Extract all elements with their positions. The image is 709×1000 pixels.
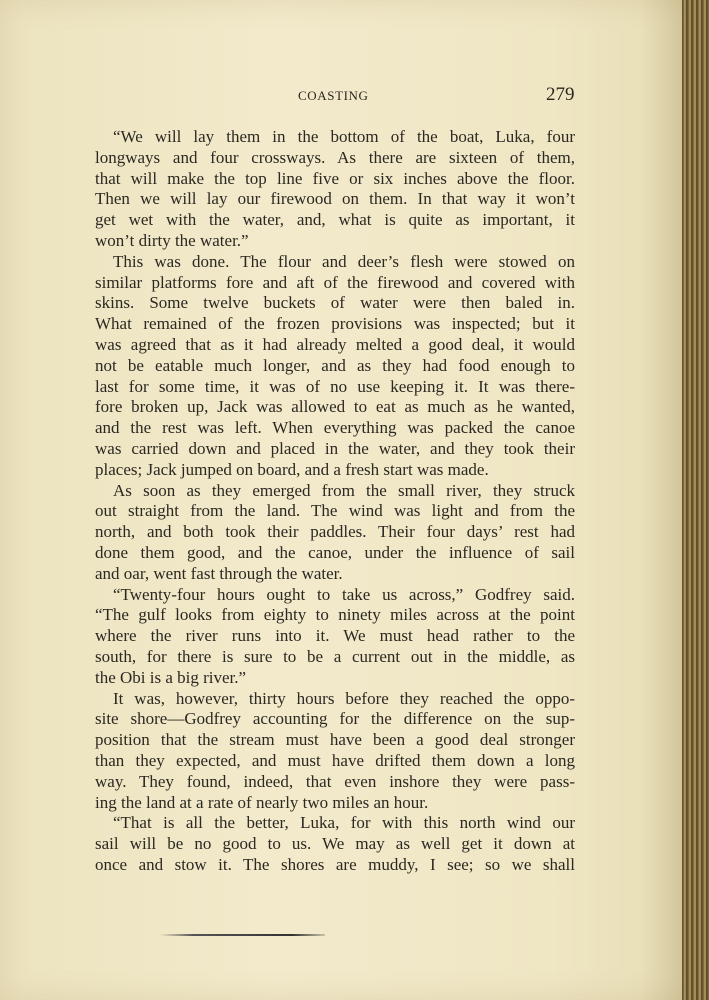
text-line: ing the land at a rate of nearly two miles an hour. [95, 792, 429, 812]
text-line: “We will lay them in the bottom of the boat, Luka, four [113, 127, 575, 146]
text-line: and the rest was left. When everything was packed the canoe [95, 418, 575, 438]
text-line: “Twenty-four hours ought to take us across,” Godfrey said. [113, 584, 575, 604]
text-line: won’t dirty the water.” [95, 230, 249, 250]
text-line: where the river runs into it. We must head rather to the [95, 626, 575, 646]
page-number: 279 [546, 84, 575, 105]
text-line: As soon as they emerged from the small river, they struck [113, 480, 575, 500]
text-line: It was, however, thirty hours before they reached the oppo- [113, 688, 575, 708]
text-line: skins. Some twelve buckets of water were then baled in. [95, 293, 575, 313]
text-line: south, for there is sure to be a current out in the middle, as [95, 646, 575, 666]
text-line: fore broken up, Jack was allowed to eat as much as he wanted, [95, 397, 575, 417]
text-line: the Obi is a big river.” [95, 667, 247, 687]
text-line: and oar, went fast through the water. [95, 563, 343, 583]
text-line: last for some time, it was of no use keeping it. It was there- [95, 376, 575, 396]
text-line: north, and both took their paddles. Their four days’ rest had [95, 522, 575, 542]
text-line: was carried down and placed in the water, and they took their [95, 438, 575, 458]
text-line: site shore—Godfrey accounting for the difference on the sup- [95, 709, 575, 729]
text-line: that will make the top line five or six inches above the floor. [95, 168, 575, 188]
text-line: not be eatable much longer, and as they had food enough to [95, 355, 575, 375]
text-line: “The gulf looks from eighty to ninety miles across at the point [95, 605, 575, 625]
text-line: once and stow it. The shores are muddy, I see; so we shall [95, 854, 575, 874]
book-page-edges [682, 0, 709, 1000]
text-line: Then we will lay our firewood on them. In that way it won’t [95, 189, 575, 209]
text-line: was agreed that as it had already melted a good deal, it would [95, 334, 575, 354]
text-line: done them good, and the canoe, under the influence of sail [95, 542, 575, 562]
text-line: What remained of the frozen provisions was inspected; but it [95, 314, 575, 334]
text-line: out straight from the land. The wind was light and from the [95, 501, 575, 521]
body-text [95, 127, 575, 876]
text-line: than they expected, and must have drifted them down a long [95, 750, 575, 770]
text-line: sail will be no good to us. We may as well get it down at [95, 834, 575, 854]
text-line: position that the stream must have been a good deal stronger [95, 730, 575, 750]
text-line: places; Jack jumped on board, and a fresh start was made. [95, 459, 489, 479]
text-line: longways and four crossways. As there are sixteen of them, [95, 147, 575, 167]
text-line: This was done. The flour and deer’s flesh were stowed on [113, 251, 575, 271]
text-line: similar platforms fore and aft of the firewood and covered with [95, 272, 575, 292]
footer-rule [160, 934, 325, 936]
text-line: get wet with the water, and, what is quite as important, it [95, 210, 575, 230]
running-head: COASTING [298, 88, 369, 103]
text-line: “That is all the better, Luka, for with this north wind our [113, 813, 575, 833]
text-line: way. They found, indeed, that even inshore they were pass- [95, 771, 575, 791]
